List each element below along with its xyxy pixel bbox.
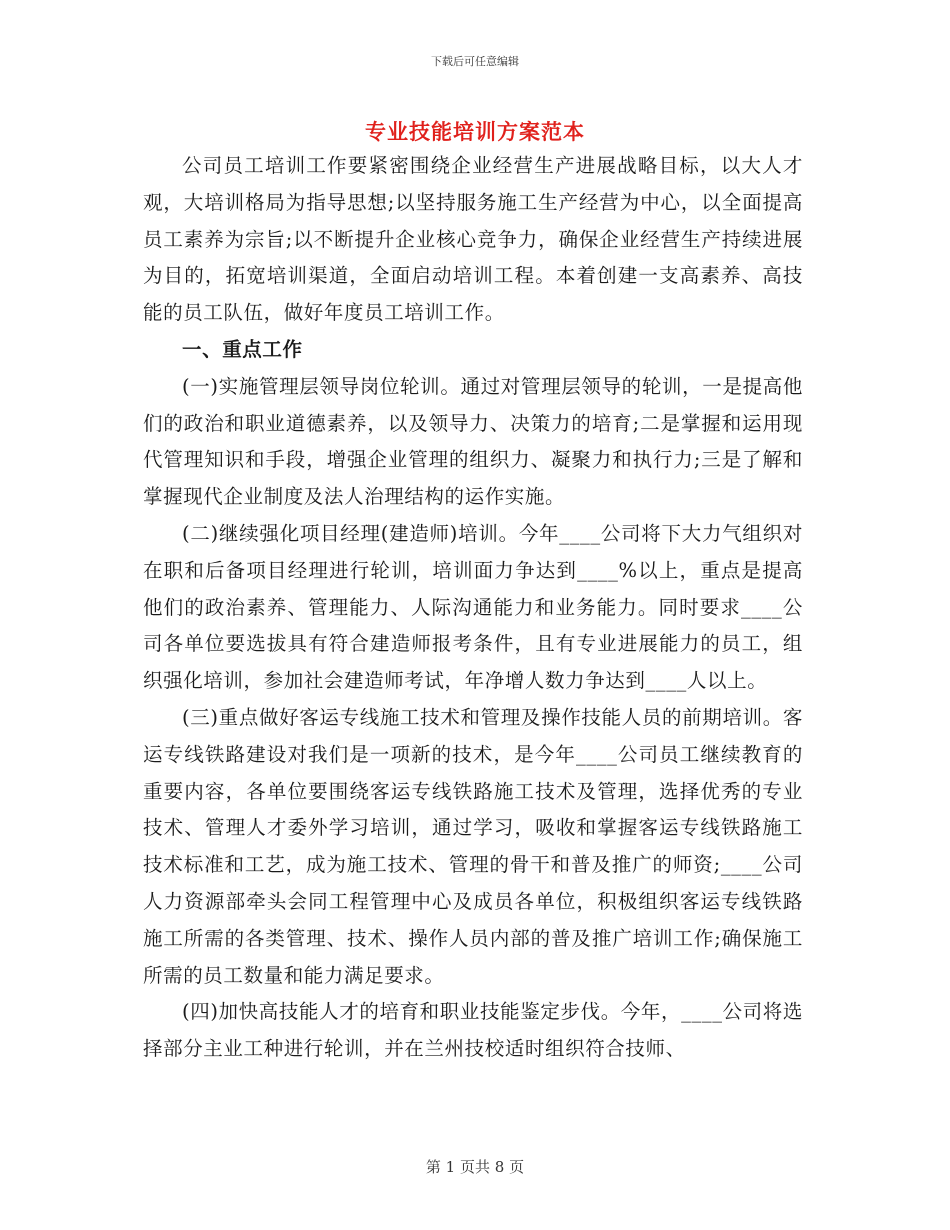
document-body (143, 148, 803, 1068)
section-item-3: (三)重点做好客运专线施工技术和管理及操作技能人员的前期培训。客运专线铁路建设对我们是一项新的技术，是今年____公司员工继续教育的重要内容，各单位要围绕客运专线铁路施工技术及管理，选择优秀的专业技术、管理人才委外学习培训，通过学习，吸收和掌握客运专线铁路施工技术标准和工艺，成为施工技术、管理的骨干和普及推广的师资;____公司人力资源部牵头会同工程管理中心及成员各单位，积极组织客运专线铁路施工所需的各类管理、技术、操作人员内部的普及推广培训工作;确保施工所需的员工数量和能力满足要求。 (143, 705, 803, 987)
section-item-2: (二)继续强化项目经理(建造师)培训。今年____公司将下大力气组织对在职和后备项目经理进行轮训，培训面力争达到____%以上，重点是提高他们的政治素养、管理能力、人际沟通能力和业务能力。同时要求____公司各单位要选拔具有符合建造师报考条件，且有专业进展能力的员工，组织强化培训，参加社会建造师考试，年净增人数力争达到____人以上。 (143, 521, 803, 693)
intro-paragraph: 公司员工培训工作要紧密围绕企业经营生产进展战略目标，以大人才观，大培训格局为指导思想;以坚持服务施工生产经营为中心，以全面提高员工素养为宗旨;以不断提升企业核心竞争力，确保企业经营生产持续进展为目的，拓宽培训渠道，全面启动培训工程。本着创建一支高素养、高技能的员工队伍，做好年度员工培训工作。 (143, 154, 803, 325)
page-footer: 第 1 页共 8 页 (425, 1158, 525, 1176)
section-heading: 一、重点工作 (182, 337, 303, 361)
document-title: 专业技能培训方案范本 (365, 119, 585, 144)
section-item-4: (四)加快高技能人才的培育和职业技能鉴定步伐。今年，____公司将选择部分主业工种进行轮训，并在兰州技校适时组织符合技师、 (143, 1000, 803, 1061)
section-item-1: (一)实施管理层领导岗位轮训。通过对管理层领导的轮训，一是提高他们的政治和职业道德素养，以及领导力、决策力的培育;二是掌握和运用现代管理知识和手段，增强企业管理的组织力、凝聚力和执行力;三是了解和掌握现代企业制度及法人治理结构的运作实施。 (143, 374, 803, 509)
page-header: 下载后可任意编辑 (431, 55, 519, 68)
